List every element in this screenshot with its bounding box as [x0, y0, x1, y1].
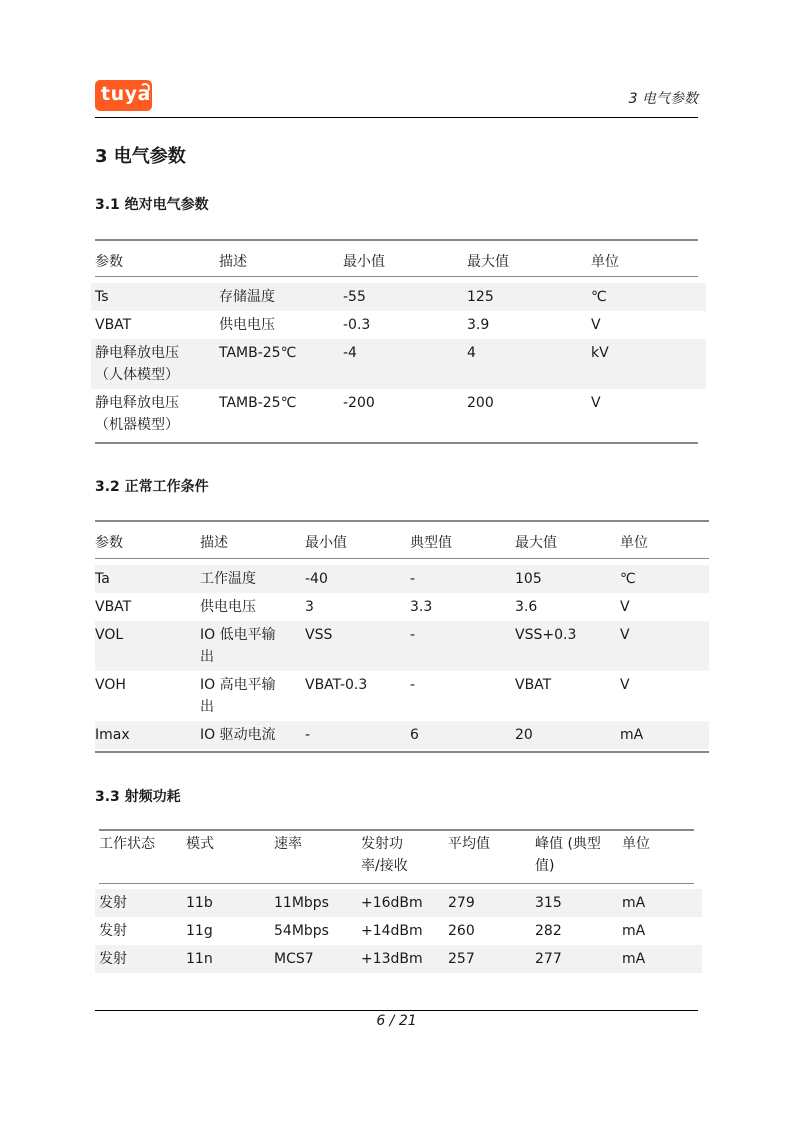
- table-cell: V: [591, 395, 601, 411]
- table-header-cell: 参数: [95, 535, 123, 551]
- table-cell: -: [410, 627, 416, 643]
- table-cell: IO 高电平输 出: [200, 677, 276, 715]
- header-section-title: 3 电气参数: [628, 91, 698, 107]
- table-header-rule: [99, 883, 694, 884]
- table-cell: +13dBm: [361, 951, 423, 967]
- table-cell: V: [620, 599, 630, 615]
- table-cell: -55: [343, 289, 366, 305]
- table-header-cell: 描述: [200, 535, 228, 551]
- table-cell: 54Mbps: [274, 923, 329, 939]
- table-cell: ℃: [591, 289, 607, 305]
- table-row: [95, 889, 702, 917]
- table-row: [95, 721, 709, 749]
- table-top-rule: [99, 829, 694, 831]
- table-cell: VOL: [95, 627, 124, 643]
- table-row: [95, 917, 702, 945]
- table-cell: 277: [535, 951, 562, 967]
- header-divider: [95, 117, 698, 118]
- table-header-cell: 最大值: [467, 254, 509, 270]
- table-cell: VBAT: [95, 599, 132, 615]
- table-cell: VOH: [95, 677, 126, 693]
- table-cell: +14dBm: [361, 923, 423, 939]
- section-title-3-1: 3.1 绝对电气参数: [95, 197, 209, 213]
- table-cell: mA: [622, 951, 646, 967]
- wifi-arc-icon: [140, 83, 150, 93]
- table-cell: IO 驱动电流: [200, 727, 276, 743]
- table-cell: VSS: [305, 627, 333, 643]
- table-cell: IO 低电平输 出: [200, 627, 276, 665]
- table-header-cell: 最小值: [343, 254, 385, 270]
- table-cell: MCS7: [274, 951, 314, 967]
- table-cell: VBAT-0.3: [305, 677, 368, 693]
- table-cell: -4: [343, 345, 357, 361]
- table-header-cell: 描述: [219, 254, 247, 270]
- table-cell: 3.6: [515, 599, 538, 615]
- table-row: [91, 311, 706, 339]
- table-cell: TAMB-25℃: [219, 395, 297, 411]
- table-cell: 105: [515, 571, 542, 587]
- table-cell: V: [591, 317, 601, 333]
- table-header-cell: 模式: [186, 836, 214, 852]
- table-cell: 3.3: [410, 599, 433, 615]
- table-cell: Ta: [95, 571, 110, 587]
- chapter-title: 3 电气参数: [95, 146, 186, 167]
- table-cell: ℃: [620, 571, 636, 587]
- table-cell: VBAT: [515, 677, 552, 693]
- table-cell: 282: [535, 923, 562, 939]
- table-cell: V: [620, 677, 630, 693]
- table-cell: 发射: [99, 923, 127, 939]
- table-cell: 发射: [99, 951, 127, 967]
- table-cell: 257: [448, 951, 475, 967]
- table-cell: 11b: [186, 895, 213, 911]
- table-row: [95, 671, 709, 721]
- table-header-cell: 峰值 (典型 值): [535, 836, 601, 874]
- table-top-rule: [95, 239, 698, 241]
- table-cell: mA: [622, 895, 646, 911]
- table-cell: VSS+0.3: [515, 627, 577, 643]
- table-cell: 11Mbps: [274, 895, 329, 911]
- table-cell: Ts: [95, 289, 109, 305]
- table-cell: V: [620, 627, 630, 643]
- table-cell: VBAT: [95, 317, 132, 333]
- table-header-cell: 最大值: [515, 535, 557, 551]
- table-header-cell: 平均值: [448, 836, 490, 852]
- logo-text: tuya: [101, 83, 151, 105]
- table-cell: -: [305, 727, 311, 743]
- table-cell: -40: [305, 571, 328, 587]
- table-cell: 6: [410, 727, 419, 743]
- footer-divider: [95, 1010, 698, 1011]
- table-header-cell: 最小值: [305, 535, 347, 551]
- table-header-rule: [95, 276, 698, 277]
- page-number: 6 / 21: [376, 1013, 417, 1029]
- table-cell: 11g: [186, 923, 213, 939]
- table-cell: 供电电压: [219, 317, 275, 333]
- tuya-logo: [95, 80, 152, 111]
- table-cell: 发射: [99, 895, 127, 911]
- table-header-cell: 工作状态: [99, 836, 155, 852]
- table-cell: -0.3: [343, 317, 371, 333]
- table-header-rule: [95, 558, 709, 559]
- table-bottom-rule: [95, 442, 698, 444]
- table-row: [91, 283, 706, 311]
- table-cell: Imax: [95, 727, 130, 743]
- table-cell: 315: [535, 895, 562, 911]
- table-header-cell: 单位: [620, 535, 648, 551]
- table-header-cell: 发射功 率/接收: [361, 836, 408, 874]
- table-cell: 260: [448, 923, 475, 939]
- table-cell: 3.9: [467, 317, 490, 333]
- table-bottom-rule: [95, 751, 709, 753]
- table-cell: 200: [467, 395, 494, 411]
- table-cell: -200: [343, 395, 375, 411]
- table-top-rule: [95, 520, 709, 522]
- table-cell: +16dBm: [361, 895, 423, 911]
- table-cell: 11n: [186, 951, 213, 967]
- table-cell: 工作温度: [200, 571, 256, 587]
- table-cell: 3: [305, 599, 314, 615]
- table-header-cell: 单位: [622, 836, 650, 852]
- table-cell: 静电释放电压 （机器模型）: [95, 395, 179, 433]
- rf-power-table: [99, 829, 694, 975]
- table-row: [91, 339, 706, 389]
- absolute-ratings-table: [95, 239, 698, 445]
- table-cell: 125: [467, 289, 494, 305]
- table-row: [91, 389, 706, 439]
- table-row: [95, 593, 709, 621]
- section-title-3-2: 3.2 正常工作条件: [95, 479, 209, 495]
- section-title-3-3: 3.3 射频功耗: [95, 789, 181, 805]
- table-cell: 存储温度: [219, 289, 275, 305]
- table-cell: 279: [448, 895, 475, 911]
- table-header-cell: 典型值: [410, 535, 452, 551]
- table-cell: 供电电压: [200, 599, 256, 615]
- table-cell: TAMB-25℃: [219, 345, 297, 361]
- table-cell: 4: [467, 345, 476, 361]
- table-cell: 20: [515, 727, 533, 743]
- table-header-cell: 单位: [591, 254, 619, 270]
- table-header-cell: 速率: [274, 836, 302, 852]
- table-header-cell: 参数: [95, 254, 123, 270]
- table-cell: mA: [622, 923, 646, 939]
- table-row: [95, 621, 709, 671]
- table-cell: mA: [620, 727, 644, 743]
- table-cell: 静电释放电压 （人体模型）: [95, 345, 179, 383]
- table-cell: kV: [591, 345, 609, 361]
- table-cell: -: [410, 677, 416, 693]
- table-row: [95, 565, 709, 593]
- table-row: [95, 945, 702, 973]
- operating-conditions-table: [95, 520, 709, 755]
- table-cell: -: [410, 571, 416, 587]
